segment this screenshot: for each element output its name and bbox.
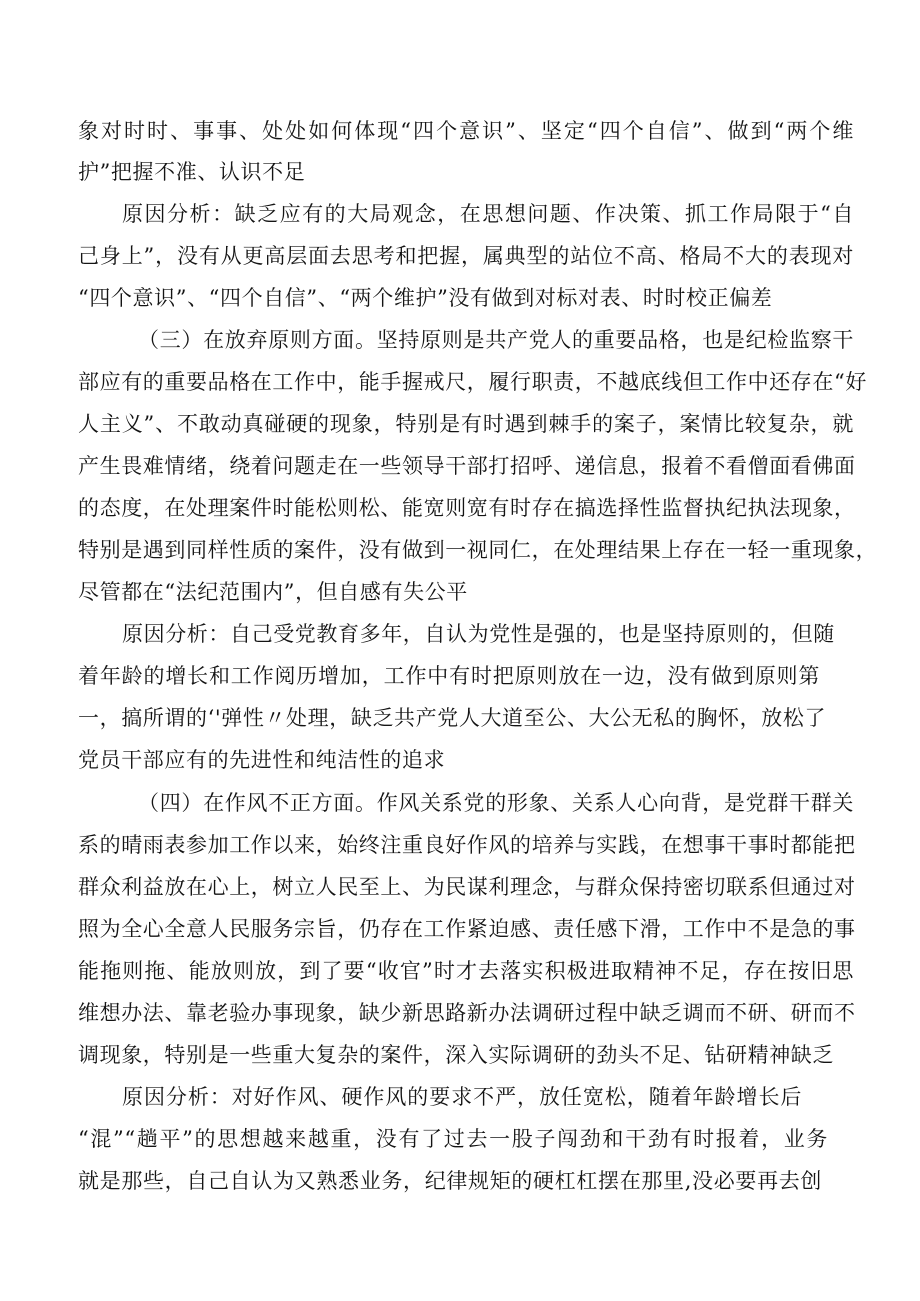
p3-line-2: 部应有的重要品格在工作中，能手握戒尺，履行职责，不越底线但工作中还存在“好 <box>78 370 867 394</box>
p6-line-1: 原因分析：对好作风、硬作风的要求不严，放任宽松，随着年龄增长后 <box>122 1085 802 1109</box>
p3-line-3: 人主义”、不敢动真碰硬的现象，特别是有时遇到棘手的案子，案情比较复杂，就 <box>78 412 854 436</box>
p2-line-2: 己身上”，没有从更高层面去思考和把握，属典型的站位不高、格局不大的表现对 <box>78 244 854 268</box>
p5-line-3: 群众利益放在心上，树立人民至上、为民谋利理念，与群众保持密切联系但通过对 <box>78 875 856 899</box>
p3-line-5: 的态度，在处理案件时能松则松、能宽则宽有时存在搞选择性监督执纪执法现象， <box>78 496 856 520</box>
p6-line-2: “混”“趟平”的思想越来越重，没有了过去一股子闯劲和干劲有时报着，业务 <box>78 1127 828 1151</box>
p6-line-3: 就是那些，自己自认为又熟悉业务，纪律规矩的硬杠杠摆在那里,没必要再去创 <box>78 1169 822 1193</box>
p5-line-4: 照为全心全意人民服务宗旨，仍存在工作紧迫感、责任感下滑，工作中不是急的事 <box>78 917 856 941</box>
p3-line-6: 特别是遇到同样性质的案件，没有做到一视同仁，在处理结果上存在一轻一重现象， <box>78 538 878 562</box>
p5-line-2: 系的晴雨表参加工作以来，始终注重良好作风的培养与实践，在想事干事时都能把 <box>78 833 856 857</box>
p5-line-6: 维想办法、靠老验办事现象，缺少新思路新办法调研过程中缺乏调而不研、研而不 <box>78 1001 856 1025</box>
p1-line-1: 象对时时、事事、处处如何体现“四个意识”、坚定“四个自信”、做到“两个维 <box>78 119 854 143</box>
p2-line-1: 原因分析：缺乏应有的大局观念，在思想问题、作决策、抓工作局限于“自 <box>122 202 854 226</box>
p4-line-4: 党员干部应有的先进性和纯洁性的追求 <box>78 748 446 772</box>
p4-line-2: 着年龄的增长和工作阅历增加，工作中有时把原则放在一边，没有做到原则第 <box>78 664 820 688</box>
p4-line-1: 原因分析：自己受党教育多年，自认为党性是强的，也是坚持原则的，但随 <box>122 622 835 646</box>
p3-line-4: 产生畏难情绪，绕着问题走在一些领导干部打招呼、递信息，报着不看僧面看佛面 <box>78 454 856 478</box>
p5-line-5: 能拖则拖、能放则放，到了要“收官”时才去落实积极进取精神不足，存在按旧思 <box>78 959 854 983</box>
p5-line-1: （四）在作风不正方面。作风关系党的形象、关系人心向背，是党群干群关 <box>138 791 854 815</box>
p2-line-3: “四个意识”、“四个自信”、“两个维护”没有做到对标对表、时时校正偏差 <box>78 286 773 310</box>
p4-line-3: 一，搞所谓的‘'弹性〃处理，缺乏共产党人大道至公、大公无私的胸怀，放松了 <box>78 706 827 730</box>
p3-line-7: 尽管都在“法纪范围内”，但自感有失公平 <box>78 580 468 604</box>
p5-line-7: 调现象，特别是一些重大复杂的案件，深入实际调研的劲头不足、钻研精神缺乏 <box>78 1043 834 1067</box>
p3-line-1: （三）在放弃原则方面。坚持原则是共产党人的重要品格，也是纪检监察干 <box>138 328 854 352</box>
p1-line-2: 护”把握不准、认识不足 <box>78 160 306 184</box>
